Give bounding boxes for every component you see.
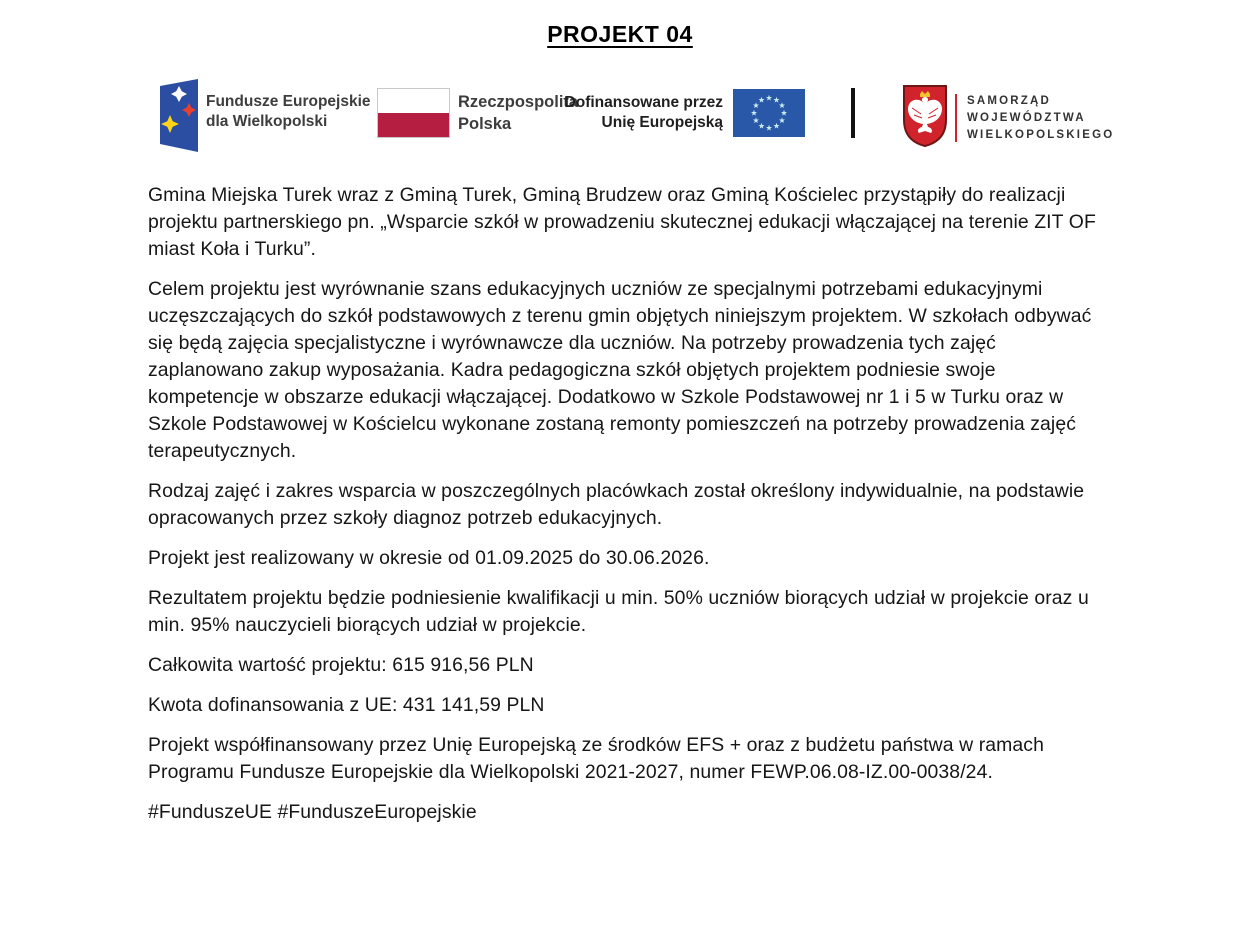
rp-label-line1: Rzeczpospolita [458,93,579,111]
separator-bar [851,88,855,138]
paragraph-intro: Gmina Miejska Turek wraz z Gminą Turek, Gminą Brudzew oraz Gminą Kościelec przystąpiły do realizacji projektu partnerskiego pn. „Wsparcie szkół w prowadzeniu skutecznej edukacji włączającej na terenie ZIT OF miast Koła i Turku”. [148,184,1096,260]
fundusze-europejskie-logo-icon [160,79,198,152]
eu-flag-icon [733,89,805,137]
page-title: PROJEKT 04 [547,21,693,47]
paragraph-hashtags: #FunduszeUE #FunduszeEuropejskie [148,801,477,823]
eu-label-line2: Unię Europejską [601,114,723,131]
paragraph-scope: Rodzaj zajęć i zakres wsparcia w poszczególnych placówkach został określony indywidualnie, na podstawie opracowanych przez szkoły diagnoz potrzeb edukacyjnych. [148,480,1085,529]
paragraph-period: Projekt jest realizowany w okresie od 01.09.2025 do 30.06.2026. [148,547,710,569]
eu-funding-label [553,93,723,133]
paragraph-cofinancing: Projekt współfinansowany przez Unię Europejską ze środków EFS + oraz z budżetu państwa w ramach Programu Fundusze Europejskie dla Wielkopolski 2021-2027, numer FEWP.06.08-IZ.00-0038/24. [148,734,1044,783]
red-divider-line [955,94,957,142]
poland-flag-icon [377,88,450,138]
samorzad-label-line3: WIELKOPOLSKIEGO [967,129,1115,141]
document-body [148,182,1098,839]
wielkopolska-coat-of-arms-icon [902,84,948,148]
paragraph-goal: Celem projektu jest wyrównanie szans edukacyjnych uczniów ze specjalnymi potrzebami edukacyjnymi uczęszczających do szkół podstawowych z terenu gmin objętych niniejszym projektem. W szkołach odbywać się będą zajęcia specjalistyczne i wyrównawcze dla uczniów. Na potrzeby prowadzenia tych zajęć zaplanowano zakup wyposażania. Kadra pedagogiczna szkół objętych projektem podniesie swoje kompetencje w obszarze edukacji włączającej. Dodatkowo w Szkole Podstawowej nr 1 i 5 w Turku oraz w Szkole Podstawowej w Kościelcu wykonane zostaną remonty pomieszczeń na potrzeby prowadzenia zajęć terapeutycznych. [148,278,1092,462]
fundusze-europejskie-label [206,92,371,132]
samorzad-label-line2: WOJEWÓDZTWA [967,112,1086,124]
paragraph-results: Rezultatem projektu będzie podniesienie kwalifikacji u min. 50% uczniów biorących udział w projekcie oraz u min. 95% nauczycieli biorących udział w projekcie. [148,587,1089,636]
paragraph-eu-funding: Kwota dofinansowania z UE: 431 141,59 PLN [148,694,545,716]
paragraph-total-value: Całkowita wartość projektu: 615 916,56 PLN [148,654,534,676]
samorzad-wojewodztwa-label [967,93,1114,144]
samorzad-label-line1: SAMORZĄD [967,95,1052,107]
rp-label-line2: Polska [458,115,512,133]
eu-label-line1: Dofinansowane przez [564,94,723,111]
logo-band [0,0,1240,175]
fe-label-line2: dla Wielkopolski [206,113,328,130]
fe-label-line1: Fundusze Europejskie [206,93,371,110]
